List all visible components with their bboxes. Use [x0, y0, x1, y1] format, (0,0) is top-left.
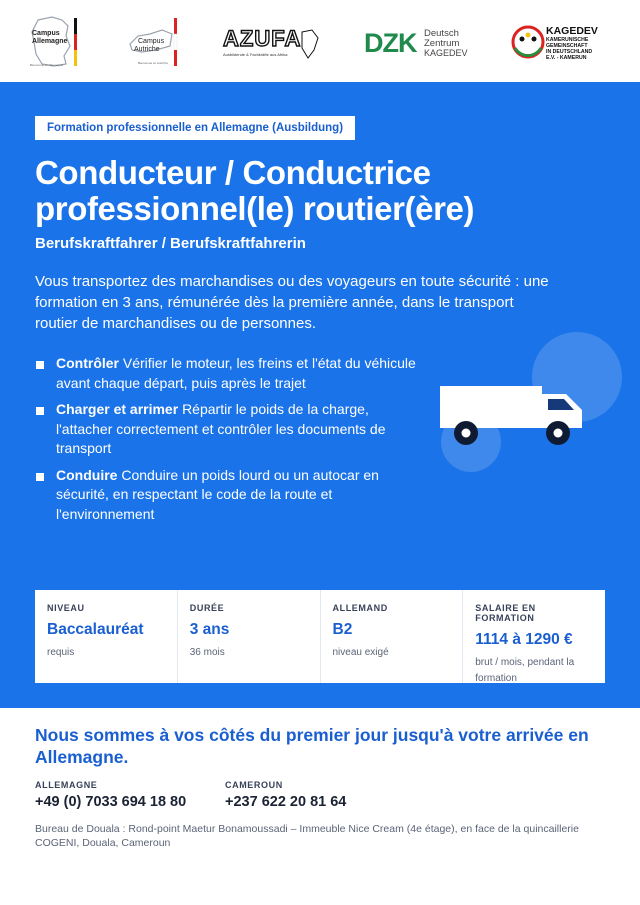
dzk-mark: DZK — [364, 28, 417, 58]
kagedev-line4: IN DEUTSCHLAND — [546, 49, 593, 55]
fact-label: ALLEMAND — [332, 603, 388, 613]
fact-label: NIVEAU — [47, 603, 85, 613]
campus-allemagne-line1: Campus — [32, 30, 60, 37]
kagedev-logo — [510, 14, 614, 70]
task-title: Conduire — [56, 466, 118, 483]
campus-autriche-logo — [126, 14, 182, 70]
task-text: Conduire un poids lourd ou un autocar en sécurité, en respectant le code de la route et l'environnement — [56, 466, 379, 522]
phone-country-label: CAMEROUN — [225, 780, 283, 790]
training-tag: Formation professionnelle en Allemagne (Ausbildung) — [35, 116, 355, 140]
square-bullet-icon — [36, 361, 44, 369]
square-bullet-icon — [36, 473, 44, 481]
campus-autriche-line1: Campus — [138, 38, 165, 45]
job-title-line2: professionnel(le) routier(ère) — [35, 190, 475, 227]
job-hero-section — [0, 82, 640, 708]
campus-autriche-line2: Autriche — [134, 46, 160, 53]
phone-germany — [35, 780, 186, 810]
campus-allemagne-line2: Allemagne — [32, 38, 68, 45]
task-item — [35, 354, 425, 393]
campus-autriche-caption: Bienvenue en Autriche — [138, 61, 169, 65]
job-title-line1: Conducteur / Conductrice — [35, 154, 431, 191]
dzk-line2: Zentrum — [424, 38, 460, 49]
task-text: Répartir le poids de la charge, l'attacher correctement et contrôler les documents de transport — [56, 401, 386, 456]
fact-value: 1114 à 1290 € — [475, 631, 573, 648]
phone-country-label: ALLEMAGNE — [35, 780, 98, 790]
campus-allemagne-logo — [28, 14, 84, 70]
kagedev-line5: E.V. - KAMERUN — [546, 55, 587, 61]
azufa-logo — [222, 14, 322, 70]
task-list — [35, 354, 425, 531]
phone-cameroon — [225, 780, 346, 810]
phone-number-link[interactable]: +49 (0) 7033 694 18 80 — [35, 794, 187, 810]
task-title: Contrôler — [56, 355, 119, 371]
fact-label: SALAIRE EN FORMATION — [475, 603, 536, 623]
dzk-logo — [364, 14, 468, 70]
task-title: Charger et arrimer — [56, 401, 179, 417]
fact-level — [35, 590, 178, 683]
task-text: Vérifier le moteur, les freins et l'état du véhicule avant chaque départ, puis après le trajet — [56, 355, 416, 391]
fact-german-level — [321, 590, 464, 683]
office-address: Bureau de Douala : Rond-point Maetur Bonamoussadi – Immeuble Nice Cream (4e étage), en face de la quincaillerie COGENI, Douala, Cameroun — [35, 823, 579, 849]
fact-salary — [463, 590, 605, 683]
phone-number-link[interactable]: +237 622 20 81 64 — [225, 794, 347, 810]
partner-logo-bar — [0, 0, 640, 82]
fact-note: 36 mois — [189, 647, 225, 658]
job-title — [35, 155, 615, 227]
key-facts-panel — [35, 590, 605, 683]
kagedev-line1: KAGEDEV — [546, 25, 598, 37]
fact-note: brut / mois, pendant la formation — [475, 657, 575, 684]
contact-heading: Nous sommes à vos côtés du premier jour jusqu'à votre arrivée en Allemagne. — [35, 725, 589, 767]
campus-allemagne-caption: Bienvenue en Allemagne — [30, 63, 64, 67]
fact-value: 3 ans — [189, 621, 230, 638]
fact-note: niveau exigé — [332, 647, 389, 658]
fact-duration — [178, 590, 321, 683]
dzk-line3: KAGEDEV — [424, 48, 468, 58]
azufa-caption: Ausbildende & Fachkräfte aus Afrika — [223, 52, 288, 57]
fact-label: DURÉE — [189, 603, 225, 613]
truck-icon — [440, 382, 586, 453]
job-title-german: Berufskraftfahrer / Berufskraftfahrerin — [35, 235, 306, 252]
azufa-wordmark: AZUFA — [223, 26, 302, 51]
fact-value: Baccalauréat — [47, 621, 144, 638]
fact-value: B2 — [332, 621, 353, 638]
task-item — [35, 466, 425, 525]
fact-note: requis — [47, 647, 75, 658]
intro-paragraph: Vous transportez des marchandises ou des voyageurs en toute sécurité : une formation en 3 ans, rémunérée dès la première année, dans le transport routier de marchandises ou de personnes. — [35, 273, 549, 332]
dzk-line1: Deutsch — [424, 28, 459, 39]
kagedev-line3: GEMEINSCHAFT — [546, 43, 588, 49]
square-bullet-icon — [36, 407, 44, 415]
kagedev-line2: KAMERUNISCHE — [546, 37, 589, 43]
task-item — [35, 400, 425, 459]
